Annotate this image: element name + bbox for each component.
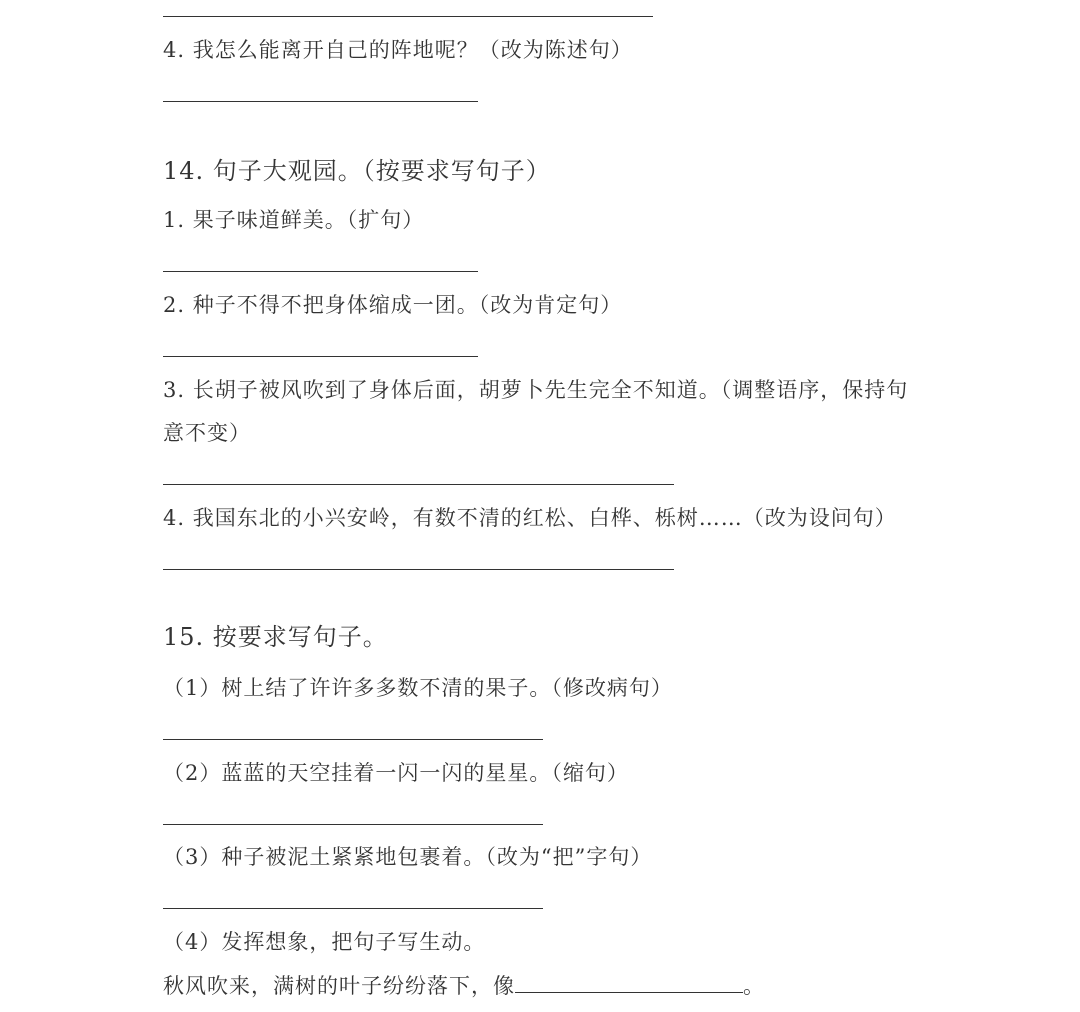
question-14-1: 1. 果子味道鲜美。（扩句） [163, 208, 425, 232]
question-14-3-line2: 意不变） [163, 421, 251, 445]
sentence-start: 秋风吹来，满树的叶子纷纷落下，像 [163, 974, 515, 998]
question-14-2: 2. 种子不得不把身体缩成一团。（改为肯定句） [163, 293, 623, 317]
answer-line[interactable] [163, 908, 543, 909]
section-14-heading: 14. 句子大观园。（按要求写句子） [163, 157, 551, 185]
answer-line[interactable] [163, 101, 478, 102]
answer-line[interactable] [163, 824, 543, 825]
question-15-2: （2）蓝蓝的天空挂着一闪一闪的星星。（缩句） [163, 761, 629, 785]
question-15-1: （1）树上结了许许多多数不清的果子。（修改病句） [163, 676, 673, 700]
answer-line[interactable] [163, 484, 674, 485]
question-15-4-sentence [163, 972, 765, 999]
question-13-4: 4. 我怎么能离开自己的阵地呢？（改为陈述句） [163, 38, 633, 62]
question-14-4: 4. 我国东北的小兴安岭，有数不清的红松、白桦、栎树……（改为设问句） [163, 506, 897, 530]
sentence-end: 。 [743, 974, 765, 998]
question-14-3-line1: 3. 长胡子被风吹到了身体后面，胡萝卜先生完全不知道。（调整语序，保持句 [163, 378, 909, 402]
answer-line[interactable] [163, 356, 478, 357]
answer-line[interactable] [163, 739, 543, 740]
question-15-3: （3）种子被泥土紧紧地包裹着。（改为“把”字句） [163, 845, 653, 869]
section-15-heading: 15. 按要求写句子。 [163, 623, 388, 651]
question-15-4: （4）发挥想象，把句子写生动。 [163, 930, 486, 954]
answer-line[interactable] [163, 569, 674, 570]
fill-in-blank[interactable] [515, 972, 743, 993]
answer-line[interactable] [163, 271, 478, 272]
answer-line[interactable] [163, 16, 653, 17]
